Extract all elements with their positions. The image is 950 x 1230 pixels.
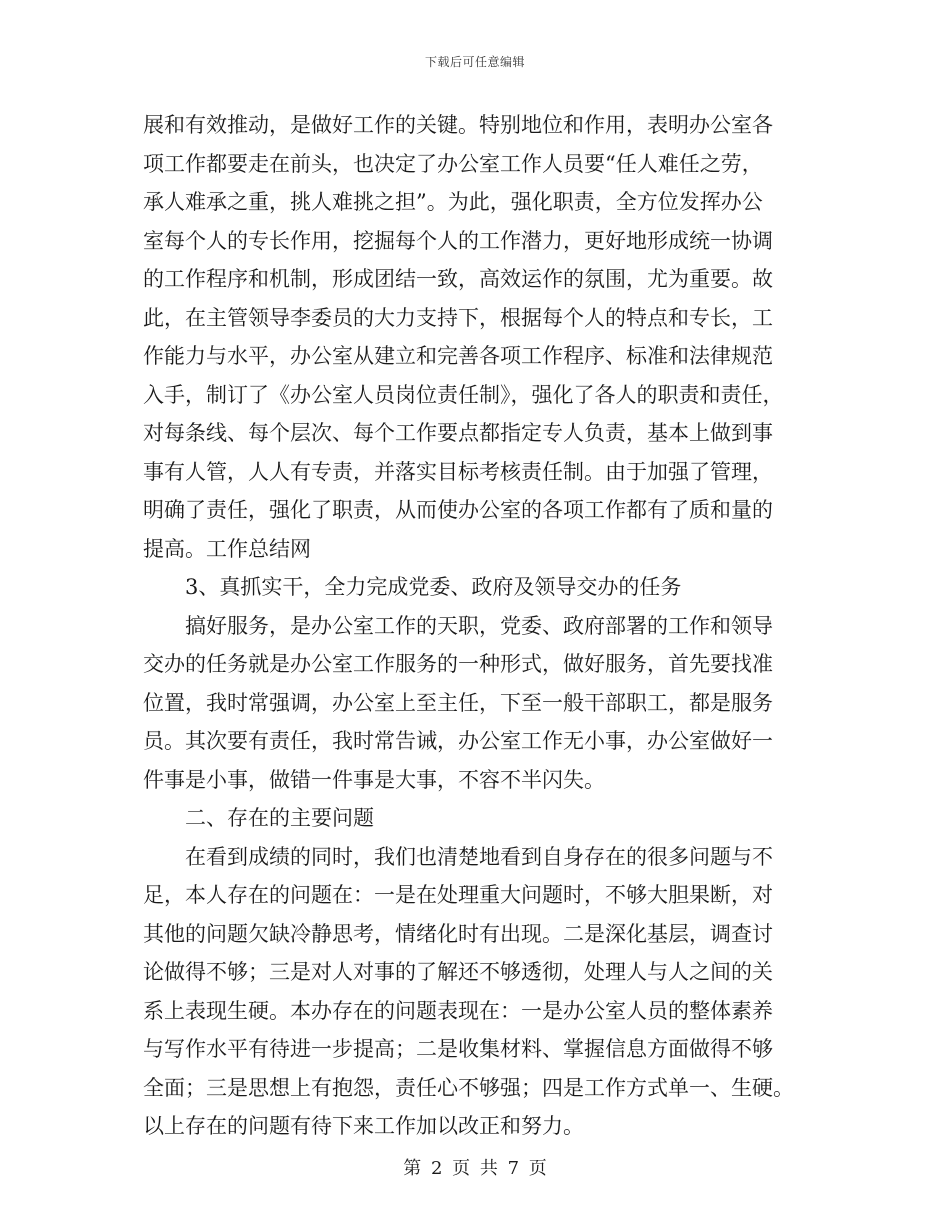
body-line: 以上存在的问题有待下来工作加以改正和努力。 (143, 1114, 584, 1138)
body-line: 室每个人的专长作用，挖掘每个人的工作潜力，更好地形成统一协调 (143, 228, 773, 253)
body-line: 位置，我时常强调，办公室上至主任，下至一般干部职工，都是服务 (143, 690, 773, 715)
body-line: 足，本人存在的问题在：一是在处理重大问题时，不够大胆果断，对 (143, 883, 773, 907)
body-line: 交办的任务就是办公室工作服务的一种形式，做好服务，首先要找准 (143, 652, 773, 676)
body-line: 此，在主管领导李委员的大力支持下，根据每个人的特点和专长，工 (143, 305, 773, 330)
body-line: 展和有效推动，是做好工作的关键。特别地位和作用，表明办公室各 (143, 113, 773, 137)
body-line: 全面；三是思想上有抱怨，责任心不够强；四是工作方式单一、生硬。 (143, 1075, 794, 1100)
body-line: 员。其次要有责任，我时常告诫，办公室工作无小事，办公室做好一 (143, 729, 773, 753)
body-line: 与写作水平有待进一步提高；二是收集材料、掌握信息方面做得不够 (143, 1037, 773, 1061)
section-heading: 二、存在的主要问题 (185, 806, 374, 830)
body-line: 件事是小事，做错一件事是大事，不容不半闪失。 (143, 767, 605, 792)
page-number: 第 2 页 共 7 页 (403, 1158, 547, 1179)
body-line: 论做得不够；三是对人对事的了解还不够透彻，处理人与人之间的关 (143, 960, 773, 984)
paragraph-first-line: 搞好服务，是办公室工作的天职，党委、政府部署的工作和领导 (185, 613, 773, 638)
body-line: 入手，制订了《办公室人员岗位责任制》，强化了各人的职责和责任， (143, 382, 784, 407)
body-line: 对每条线、每个层次、每个工作要点都指定专人负责，基本上做到事 (143, 421, 773, 445)
body-line: 作能力与水平，办公室从建立和完善各项工作程序、标准和法律规范 (143, 344, 773, 368)
body-line: 承人难承之重，挑人难挑之担”。为此，强化职责，全方位发挥办公 (143, 190, 763, 214)
body-line: 其他的问题欠缺冷静思考，情绪化时有出现。二是深化基层，调查讨 (143, 921, 773, 946)
body-line: 提高。工作总结网 (143, 536, 311, 561)
body-line: 系上表现生硬。本办存在的问题表现在：一是办公室人员的整体素养 (143, 998, 773, 1023)
body-line: 项工作都要走在前头，也决定了办公室工作人员要“任人难任之劳， (143, 151, 763, 176)
document-body (143, 106, 815, 1146)
body-line: 明确了责任，强化了职责，从而使办公室的各项工作都有了质和量的 (143, 498, 773, 522)
section-heading: 3、真抓实干，全力完成党委、政府及领导交办的任务 (185, 575, 682, 599)
paragraph-first-line: 在看到成绩的同时，我们也清楚地看到自身存在的很多问题与不 (185, 844, 773, 869)
body-line: 事有人管，人人有专责，并落实目标考核责任制。由于加强了管理， (143, 459, 773, 484)
page-header-note: 下载后可任意编辑 (424, 55, 525, 69)
body-line: 的工作程序和机制，形成团结一致，高效运作的氛围，尤为重要。故 (143, 267, 773, 291)
